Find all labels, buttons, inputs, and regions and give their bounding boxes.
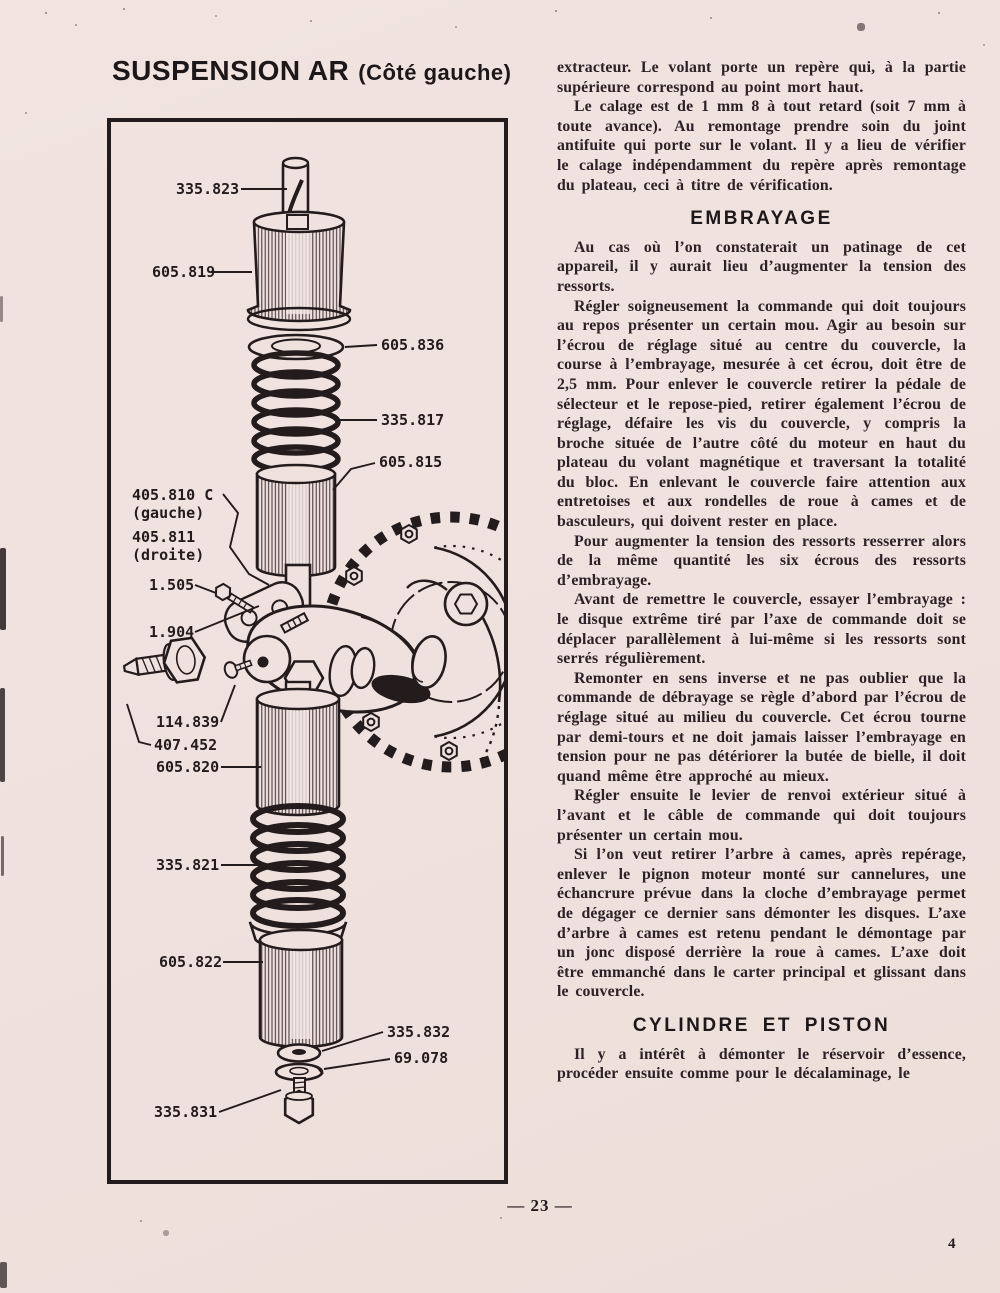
label-small-bolt: 1.505	[149, 576, 195, 594]
label-small-screw: 114.839	[156, 713, 220, 731]
label-washer: 335.832	[387, 1023, 451, 1041]
paragraph: Régler ensuite le levier de renvoi extérieur situé à l’avant et le câble de commande qui doit toujours présenter un certain mou.	[557, 787, 966, 844]
suspension-figure	[107, 118, 508, 1184]
part-upper-spring	[254, 353, 338, 471]
part-end-nut	[285, 1078, 313, 1123]
paragraph: Le calage est de 1 mm 8 à tout retard (soit 7 mm à toute avance). Au remontage prendre soin du joint antifuite qui porte sur le volant. Il y a lieu de vérifier le calage indépendamment du repère après remontage du plateau, ceci à titre de vérification.	[557, 98, 966, 194]
label-left-part-a: 405.810 C	[132, 486, 214, 504]
scan-edge-mark	[0, 1262, 7, 1288]
scan-edge-mark	[0, 296, 3, 322]
paragraph: Régler soigneusement la commande qui doit toujours au repos présenter un certain mou. Agir au besoin sur l’écrou de réglage situé au centre du couvercle, la course à l’embrayage, mesurée à cet écrou, doit être de 2,5 mm. Pour enlever le couvercle retirer la pédale de sélecteur et le repose-pied, retirer également l’écrou de réglage, défaire les vis du couvercle, y compris la broche située de l’autre côté du moteur en haut du plateau du volant magnétique et traversant la totalité du bloc. En enlevant le couvercle faire attention aux entretoises et aux rondelles de roue à cames et de basculeurs, qui doivent rester en place.	[557, 297, 966, 531]
scan-edge-mark	[0, 688, 5, 782]
label-left-part-a-note: (gauche)	[132, 504, 205, 522]
part-washer	[278, 1045, 320, 1062]
paragraph: Avant de remettre le couvercle, essayer l’embrayage : le disque extrême tiré par l’axe de commande doit se déplacer parallèlement à lui-même si les ressorts sont serrés régulièrement.	[557, 591, 966, 668]
label-rod: 1.904	[149, 623, 195, 641]
page-title	[112, 55, 511, 87]
part-lower-body	[257, 689, 339, 815]
paragraph: Remonter en sens inverse et ne pas oublier que la commande de débrayage se règle d’abord par l’écrou de réglage situé au milieu du couvercle. Cet écrou tourne par demi-tours et ne doit jamais laisser l’embrayage en tension pour ne pas détériorer la butée de bielle, il doit quand même être approché au mieux.	[557, 669, 966, 785]
label-left-part-b-note: (droite)	[132, 546, 205, 564]
scan-specks	[45, 12, 47, 14]
label-left-part-b: 405.811	[132, 528, 196, 546]
section-heading-cylindre-et-piston: CYLINDRE ET PISTON	[632, 1014, 891, 1036]
label-spring-seat: 605.836	[381, 336, 445, 354]
page-title-sub: (Côté gauche)	[358, 60, 512, 85]
part-upper-body	[248, 212, 350, 330]
label-upper-body: 605.819	[152, 263, 216, 281]
scan-edge-mark	[1, 836, 4, 876]
paragraph: extracteur. Le volant porte un repère qui, à la partie supérieure correspond au point mort haut.	[557, 59, 966, 96]
part-inner-cylinder	[257, 465, 335, 576]
scan-edge-mark	[0, 548, 6, 630]
label-big-bolt: 407.452	[154, 736, 218, 754]
paragraph: Si l’on veut retirer l’arbre à cames, après repérage, enlever le pignon moteur monté sur cannelures, une échancrure prévue dans la cloche d’embrayage permet de dégager ce dernier sans démonter les disques. L’axe d’arbre à cames est retenu pendant le démontage par un jonc disposé derrière la roue à cames. L’axe doit être emmanché dans le carter principal et glissant dans le couvercle.	[557, 846, 966, 1001]
part-bottom-cylinder	[260, 930, 342, 1047]
page-number: — 23 —	[507, 1196, 573, 1215]
paragraph: Au cas où l’on constaterait un patinage de cet appareil, il y aurait lieu d’augmenter la tension des ressorts.	[557, 238, 966, 295]
paragraph: Il y a intérêt à démonter le réservoir d’essence, procéder ensuite comme pour le décalaminage, le	[557, 1045, 966, 1083]
label-pin: 335.823	[176, 180, 240, 198]
label-lock-washer: 69.078	[394, 1049, 449, 1067]
page-title-main: SUSPENSION AR	[112, 55, 350, 86]
section-heading-embrayage: EMBRAYAGE	[690, 208, 833, 230]
part-big-bolt	[122, 636, 208, 689]
paragraph: Pour augmenter la tension des ressorts resserrer alors de la même quantité les six écrous des ressorts d’embrayage.	[557, 532, 966, 589]
label-inner-cylinder: 605.815	[379, 453, 443, 471]
label-upper-spring: 335.817	[381, 411, 445, 429]
article-column	[557, 58, 966, 1084]
part-lower-spring	[253, 806, 343, 926]
suspension-diagram	[111, 122, 504, 1180]
label-lower-spring: 335.821	[156, 856, 220, 874]
label-nut: 335.831	[154, 1103, 218, 1121]
label-lower-body: 605.820	[156, 758, 220, 776]
label-bottom-cylinder: 605.822	[159, 953, 223, 971]
corner-number: 4	[948, 1236, 956, 1252]
